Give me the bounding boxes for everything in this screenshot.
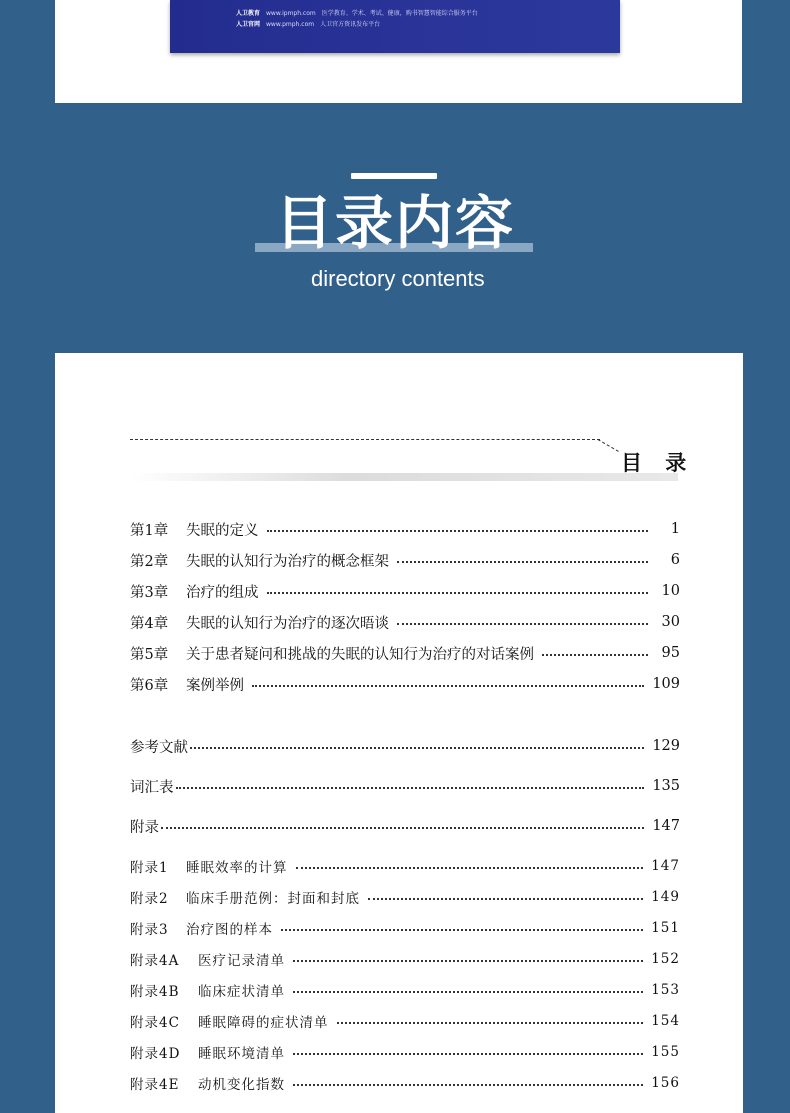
page-number: 147	[652, 818, 680, 834]
appendix-title: 动机变化指数	[198, 1077, 285, 1093]
toc-row-appendix-4a[interactable]	[130, 948, 680, 970]
leader-dots	[397, 561, 648, 563]
book-cover	[170, 0, 620, 53]
cover-line-1	[236, 8, 484, 17]
toc-row-chapter-3[interactable]	[130, 580, 680, 602]
toc-row-appendix-4e[interactable]	[130, 1072, 680, 1094]
page-number: 109	[652, 676, 680, 692]
page-number: 152	[651, 951, 680, 967]
toc-row-chapter-2[interactable]	[130, 549, 680, 571]
leader-dots	[293, 1084, 643, 1086]
toc-header-rule	[130, 439, 600, 440]
leader-dots	[397, 623, 648, 625]
toc-row-chapter-5[interactable]	[130, 642, 680, 664]
page-number: 156	[651, 1075, 680, 1091]
page-number: 153	[651, 982, 680, 998]
toc-header-shade	[130, 473, 678, 481]
appendix-title: 睡眠环境清单	[198, 1046, 285, 1062]
toc-title: 目 录	[621, 451, 695, 475]
chapter-title: 失眠的定义	[186, 522, 259, 539]
section-title: 附录	[130, 819, 159, 836]
page-number: 154	[651, 1013, 680, 1029]
top-card	[55, 0, 742, 103]
appendix-number: 附录4B	[130, 984, 180, 1000]
leader-dots	[267, 530, 649, 532]
chapter-number: 第2章	[130, 553, 169, 570]
chapter-number: 第3章	[130, 584, 169, 601]
appendix-title: 临床手册范例：封面和封底	[186, 891, 360, 907]
toc-card	[55, 353, 743, 1113]
toc-row-chapter-4[interactable]	[130, 611, 680, 633]
appendix-title: 临床症状清单	[198, 984, 285, 1000]
appendix-number: 附录3	[130, 922, 169, 938]
cover-brand-2: 人卫官网	[236, 21, 261, 28]
chapter-title: 治疗的组成	[186, 584, 259, 601]
heading-accent-bar	[351, 173, 437, 179]
page-number: 10	[661, 583, 680, 599]
chapter-title: 失眠的认知行为治疗的逐次晤谈	[186, 615, 389, 632]
toc-row-appendix-3[interactable]	[130, 917, 680, 939]
chapter-number: 第6章	[130, 677, 169, 694]
appendix-number: 附录4E	[130, 1077, 180, 1093]
toc-row-appendix-4d[interactable]	[130, 1041, 680, 1063]
appendix-title: 治疗图的样本	[186, 922, 273, 938]
leader-dots	[293, 991, 643, 993]
cover-url-2: www.pmph.com	[266, 21, 315, 28]
leader-dots	[161, 827, 644, 829]
chapter-title: 失眠的认知行为治疗的概念框架	[186, 553, 389, 570]
page-number: 30	[661, 614, 680, 630]
appendix-title: 医疗记录清单	[198, 953, 285, 969]
toc-header-rule-diagonal	[591, 439, 619, 463]
chapter-number: 第1章	[130, 522, 169, 539]
chapter-title: 关于患者疑问和挑战的失眠的认知行为治疗的对话案例	[186, 646, 534, 663]
cover-desc-1: 医学教育、学术、考试、健康，购书智慧智能综合服务平台	[321, 10, 478, 17]
leader-dots	[252, 685, 644, 687]
page-number: 155	[651, 1044, 680, 1060]
toc-row-appendix[interactable]	[130, 815, 680, 837]
chapter-title: 案例举例	[186, 677, 244, 694]
section-title: 词汇表	[130, 779, 174, 796]
toc-row-appendix-4b[interactable]	[130, 979, 680, 1001]
page-number: 95	[661, 645, 680, 661]
section-title: 参考文献	[130, 739, 188, 756]
heading	[255, 188, 535, 268]
leader-dots	[267, 592, 649, 594]
leader-dots	[190, 747, 644, 749]
leader-dots	[176, 787, 645, 789]
appendix-number: 附录2	[130, 891, 169, 907]
appendix-number: 附录1	[130, 860, 169, 876]
page-number: 147	[651, 858, 680, 874]
toc-row-appendix-1[interactable]	[130, 855, 680, 877]
chapter-number: 第5章	[130, 646, 169, 663]
toc-row-references[interactable]	[130, 735, 680, 757]
leader-dots	[542, 654, 648, 656]
toc-row-glossary[interactable]	[130, 775, 680, 797]
page-subtitle: directory contents	[311, 266, 485, 291]
page-number: 129	[652, 738, 680, 754]
page-number: 151	[651, 920, 680, 936]
toc-row-chapter-6[interactable]	[130, 673, 680, 695]
appendix-number: 附录4D	[130, 1046, 181, 1062]
toc-row-appendix-2[interactable]	[130, 886, 680, 908]
cover-line-2	[236, 19, 386, 28]
leader-dots	[293, 960, 643, 962]
leader-dots	[368, 898, 643, 900]
page-number: 149	[651, 889, 680, 905]
toc-row-appendix-4c[interactable]	[130, 1010, 680, 1032]
leader-dots	[293, 1053, 643, 1055]
appendix-title: 睡眠效率的计算	[186, 860, 288, 876]
page-number: 6	[670, 552, 680, 568]
leader-dots	[296, 867, 644, 869]
toc-row-chapter-1[interactable]	[130, 518, 680, 540]
leader-dots	[281, 929, 643, 931]
cover-brand-1: 人卫教育	[236, 10, 261, 17]
page-number: 1	[670, 521, 680, 537]
appendix-title: 睡眠障碍的症状清单	[198, 1015, 329, 1031]
appendix-number: 附录4A	[130, 953, 180, 969]
page-title: 目录内容	[274, 189, 515, 257]
appendix-number: 附录4C	[130, 1015, 180, 1031]
chapter-number: 第4章	[130, 615, 169, 632]
cover-desc-2: 人卫官方资讯发布平台	[320, 21, 381, 28]
cover-url-1: www.ipmph.com	[266, 10, 316, 17]
page-number: 135	[652, 778, 680, 794]
leader-dots	[337, 1022, 644, 1024]
